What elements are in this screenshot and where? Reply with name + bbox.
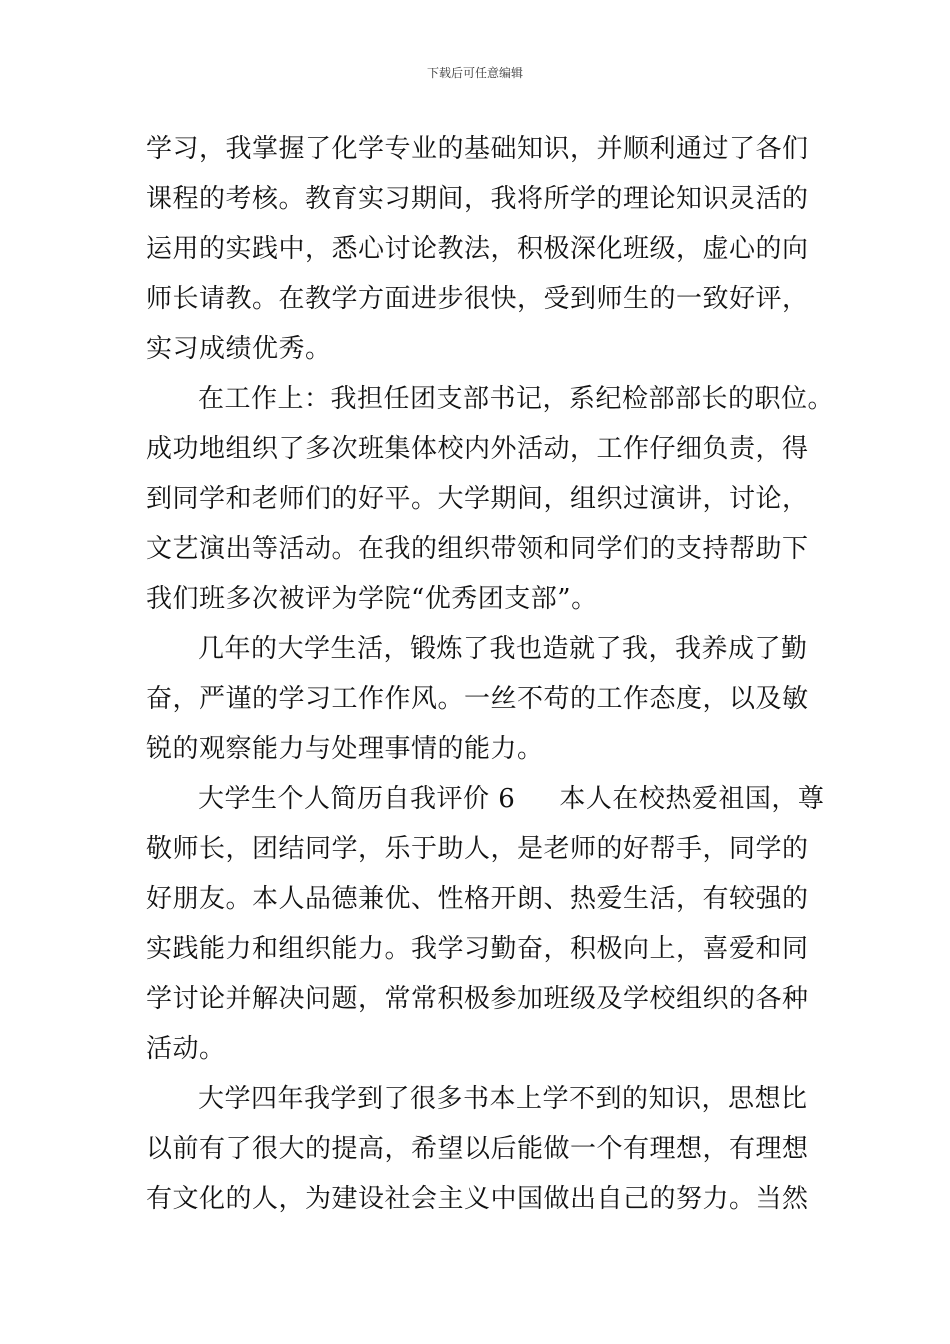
text-line: 学习，我掌握了化学专业的基础知识，并顺利通过了各们 bbox=[146, 134, 809, 164]
text-line: 大学四年我学到了很多书本上学不到的知识，思想比 bbox=[198, 1084, 808, 1114]
text-line: 实践能力和组织能力。我学习勤奋，积极向上，喜爱和同 bbox=[146, 934, 809, 964]
text-line: 我们班多次被评为学院“优秀团支部”。 bbox=[146, 584, 598, 614]
text-line: 锐的观察能力与处理事情的能力。 bbox=[146, 734, 544, 764]
text-line: 学讨论并解决问题，常常积极参加班级及学校组织的各种 bbox=[146, 984, 809, 1014]
text-line: 运用的实践中，悉心讨论教法，积极深化班级，虚心的向 bbox=[146, 234, 809, 264]
text-line: 奋，严谨的学习工作作风。一丝不苟的工作态度，以及敏 bbox=[146, 684, 809, 714]
text-line: 以前有了很大的提高，希望以后能做一个有理想，有理想 bbox=[146, 1134, 809, 1164]
text-line: 师长请教。在教学方面进步很快，受到师生的一致好评， bbox=[146, 284, 809, 314]
text-line: 有文化的人，为建设社会主义中国做出自己的努力。当然 bbox=[146, 1184, 809, 1214]
text-line: 文艺演出等活动。在我的组织带领和同学们的支持帮助下 bbox=[146, 534, 809, 564]
text-line: 好朋友。本人品德兼优、性格开朗、热爱生活，有较强的 bbox=[146, 884, 809, 914]
text-line: 几年的大学生活，锻炼了我也造就了我，我养成了勤 bbox=[198, 634, 808, 664]
text-line: 到同学和老师们的好平。大学期间，组织过演讲，讨论， bbox=[146, 484, 809, 514]
text-line: 成功地组织了多次班集体校内外活动，工作仔细负责，得 bbox=[146, 434, 809, 464]
text-line: 活动。 bbox=[146, 1034, 226, 1064]
text-line: 实习成绩优秀。 bbox=[146, 334, 332, 364]
section-heading-line bbox=[198, 782, 824, 816]
text-line: 在工作上：我担任团支部书记，系纪检部部长的职位。 bbox=[198, 384, 835, 414]
section-heading: 大学生个人简历自我评价 6 bbox=[198, 784, 516, 814]
heading-continuation-text: 本人在校热爱祖国，尊 bbox=[559, 784, 825, 814]
text-line: 课程的考核。教育实习期间，我将所学的理论知识灵活的 bbox=[146, 184, 809, 214]
text-line: 敬师长，团结同学，乐于助人，是老师的好帮手，同学的 bbox=[146, 834, 809, 864]
page-header-note: 下载后可任意编辑 bbox=[426, 66, 523, 80]
